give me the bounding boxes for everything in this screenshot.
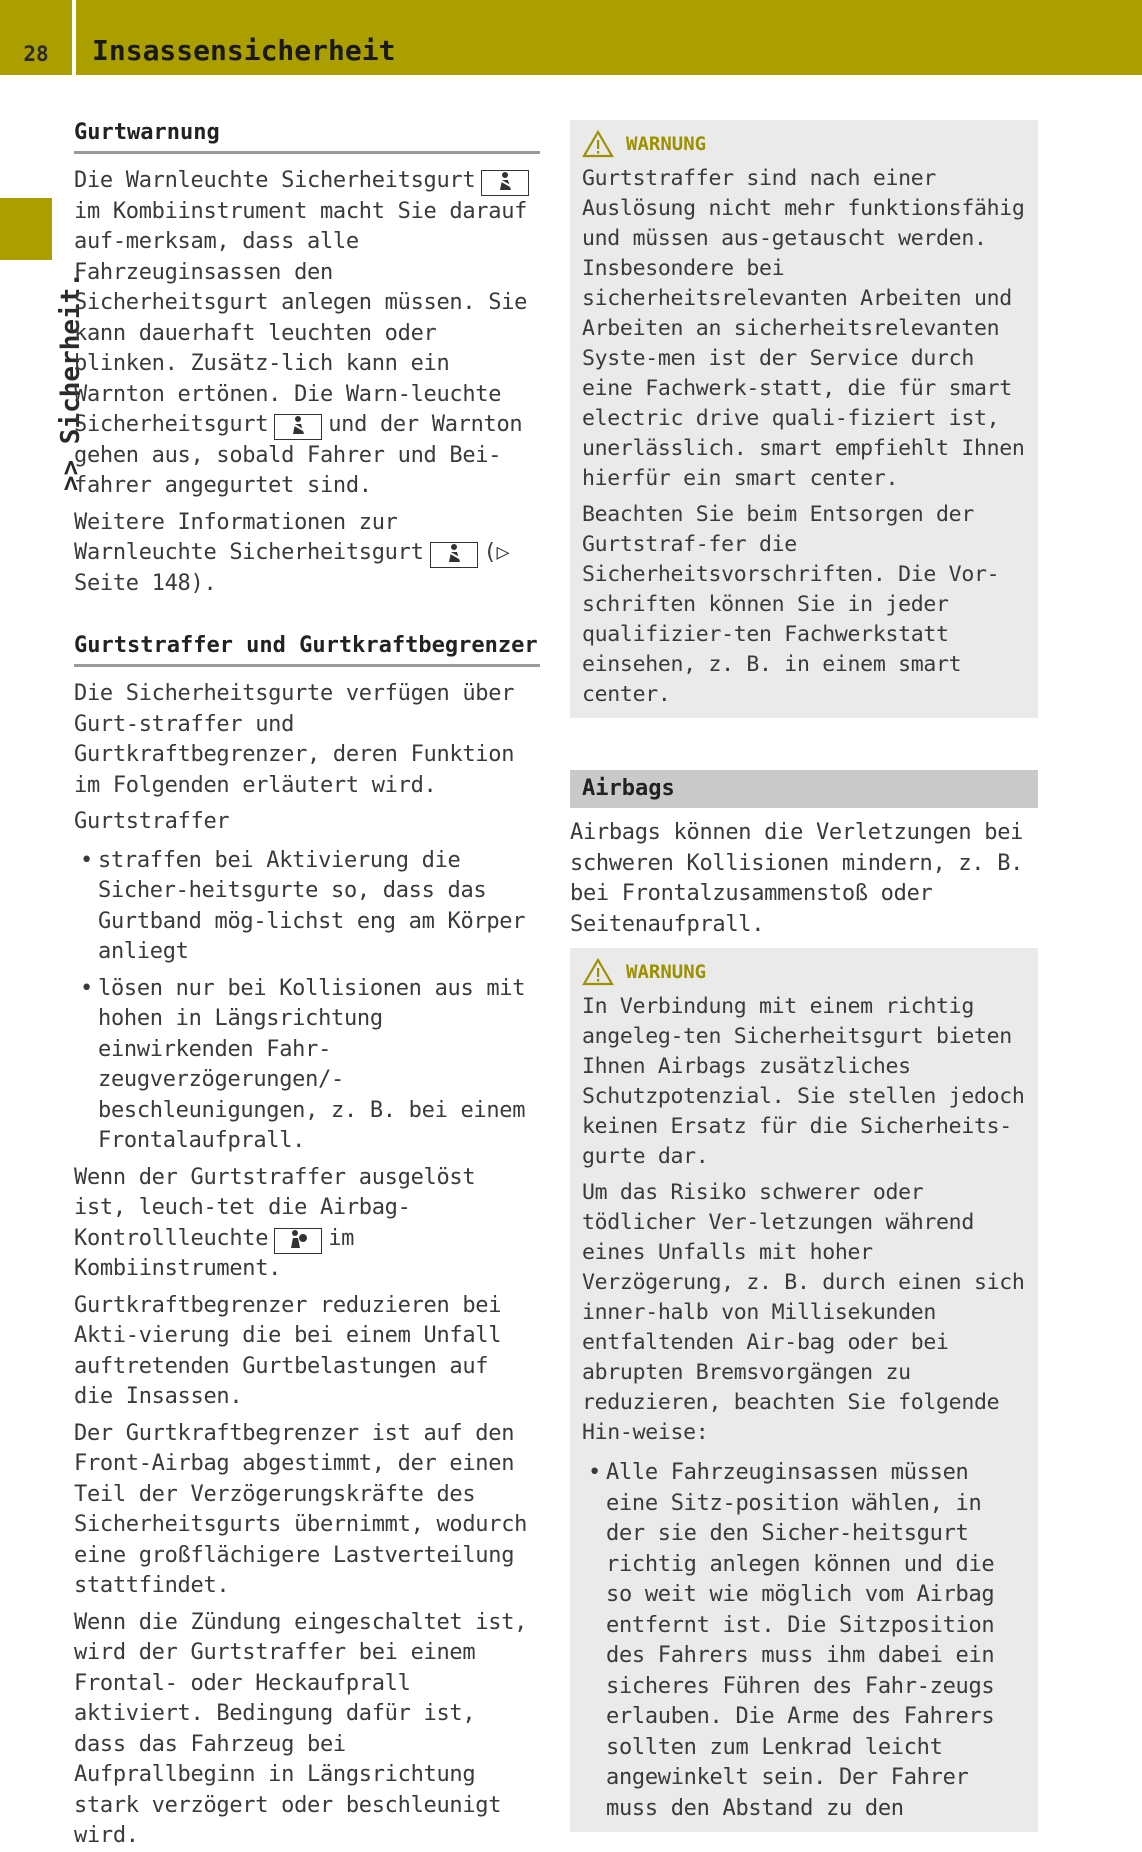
paragraph: Die Warnleuchte Sicherheitsgurtim Kombiinstrument macht Sie darauf auf-merksam, dass alle Fahrzeuginsassen den Sicherheitsgurt anlegen müssen. Sie kann dauerhaft leuchten oder blinken. Zusätz-lich kann ein Warnton ertönen. Die Warn-leuchte Sicherheitsgurt und der Warnton gehen aus, sobald Fahrer und Bei-fahrer angegurtet sind.	[74, 166, 540, 502]
paragraph: Um das Risiko schwerer oder tödlicher Ver-letzungen während eines Unfalls mit hoher Verzögerung, z. B. durch einen sich inner-halb von Millisekunden entfaltenden Air-bag oder bei abrupten Bremsvorgängen zu reduzieren, beachten Sie folgende Hin-weise:	[582, 1180, 1025, 1445]
paragraph: Wenn der Gurtstraffer ausgelöst ist, leuch-tet die Airbag-Kontrollleuchte im Kombiinstrument.	[74, 1164, 476, 1281]
paragraph: Airbags können die Verletzungen bei schweren Kollisionen mindern, z. B. bei Frontalzusammenstoß oder Seitenaufprall.	[570, 820, 1024, 937]
list-item: • Alle Fahrzeuginsassen müssen eine Sitz-position wählen, in der sie den Sicher-heitsgurt richtig anlegen können und die so weit wie möglich vom Airbag entfernt ist. Die Sitzposition des Fahrers muss ihm dabei ein sicheres Führen des Fahr-zeugs erlauben. Die Arme des Fahrers sollten zum Lenkrad leicht angewinkelt sein. Der Fahrer muss den Abstand zu den	[582, 1458, 1026, 1824]
page-title: Insassensicherheit	[92, 34, 396, 67]
paragraph: Gurtkraftbegrenzer reduzieren bei Akti-vierung die bei einem Unfall auftretenden Gurtbelastungen auf die Insassen.	[74, 1292, 502, 1409]
paragraph: Wenn die Zündung eingeschaltet ist, wird der Gurtstraffer bei einem Frontal- oder Heckaufprall aktiviert. Bedingung dafür ist, dass das Fahrzeug bei Aufprallbeginn in Längsrichtung stark verzögert oder beschleunigt wird.	[74, 1609, 528, 1848]
bullet-list	[582, 1458, 1026, 1824]
warning-box	[570, 948, 1038, 1832]
right-column	[570, 120, 1038, 1832]
page-reference[interactable]: (▷ Seite 148).	[74, 540, 510, 596]
warning-header	[582, 128, 1026, 160]
warning-triangle-icon	[582, 958, 614, 986]
airbag-icon	[274, 1228, 322, 1254]
paragraph: Gurtstraffer	[74, 809, 230, 834]
page-header	[0, 0, 1142, 75]
paragraph: Gurtstraffer sind nach einer Auslösung nicht mehr funktionsfähig und müssen aus-getauscht werden. Insbesondere bei sicherheitsrelevanten Arbeiten und Arbeiten an sicherheitsrelevanten Syste-men ist der Service durch eine Fachwerk-statt, die für smart electric drive quali-fiziert ist, unerlässlich. smart empfiehlt Ihnen hierfür ein smart center.	[582, 166, 1025, 491]
paragraph: Beachten Sie beim Entsorgen der Gurtstraf-fer die Sicherheitsvorschriften. Die Vor-schriften können Sie in jeder qualifizier-ten Fachwerkstatt einsehen, z. B. in einem smart center.	[582, 502, 1000, 707]
header-bar	[76, 0, 1142, 75]
chapter-side-label: >> Sicherheit.	[56, 272, 86, 492]
section-title-airbags: Airbags	[570, 770, 1038, 808]
paragraph: Die Sicherheitsgurte verfügen über Gurt-straffer und Gurtkraftbegrenzer, deren Funktion im Folgenden erläutert wird.	[74, 681, 515, 798]
warning-label: WARNUNG	[626, 133, 707, 155]
seatbelt-icon	[274, 414, 322, 440]
warning-label: WARNUNG	[626, 961, 707, 983]
seatbelt-icon	[430, 542, 478, 568]
left-column	[74, 120, 540, 1852]
list-item: • lösen nur bei Kollisionen aus mit hohen in Längsrichtung einwirkenden Fahr-zeugverzögerungen/-beschleunigungen, z. B. bei einem Frontalaufprall.	[74, 974, 540, 1157]
warning-header	[582, 956, 1026, 988]
seatbelt-icon	[481, 170, 529, 196]
chapter-tab-marker	[0, 198, 52, 260]
page-number: 28	[0, 0, 72, 75]
section-title-gurtstraffer: Gurtstraffer und Gurtkraftbegrenzer	[74, 633, 540, 667]
warning-box	[570, 120, 1038, 718]
list-item: • straffen bei Aktivierung die Sicher-heitsgurte so, dass das Gurtband mög-lichst eng am Körper anliegt	[74, 846, 540, 968]
section-title-gurtwarnung: Gurtwarnung	[74, 120, 540, 154]
paragraph: Weitere Informationen zur Warnleuchte Sicherheitsgurt (▷ Seite 148).	[74, 509, 510, 596]
warning-triangle-icon	[582, 130, 614, 158]
bullet-list	[74, 846, 540, 1157]
paragraph: In Verbindung mit einem richtig angeleg-ten Sicherheitsgurt bieten Ihnen Airbags zusätzliches Schutzpotenzial. Sie stellen jedoch keinen Ersatz für die Sicherheits-gurte dar.	[582, 994, 1025, 1169]
paragraph: Der Gurtkraftbegrenzer ist auf den Front-Airbag abgestimmt, der einen Teil der Verzögerungskräfte des Sicherheitsgurts übernimmt, wodurch eine großflächigere Lastverteilung stattfindet.	[74, 1420, 528, 1598]
